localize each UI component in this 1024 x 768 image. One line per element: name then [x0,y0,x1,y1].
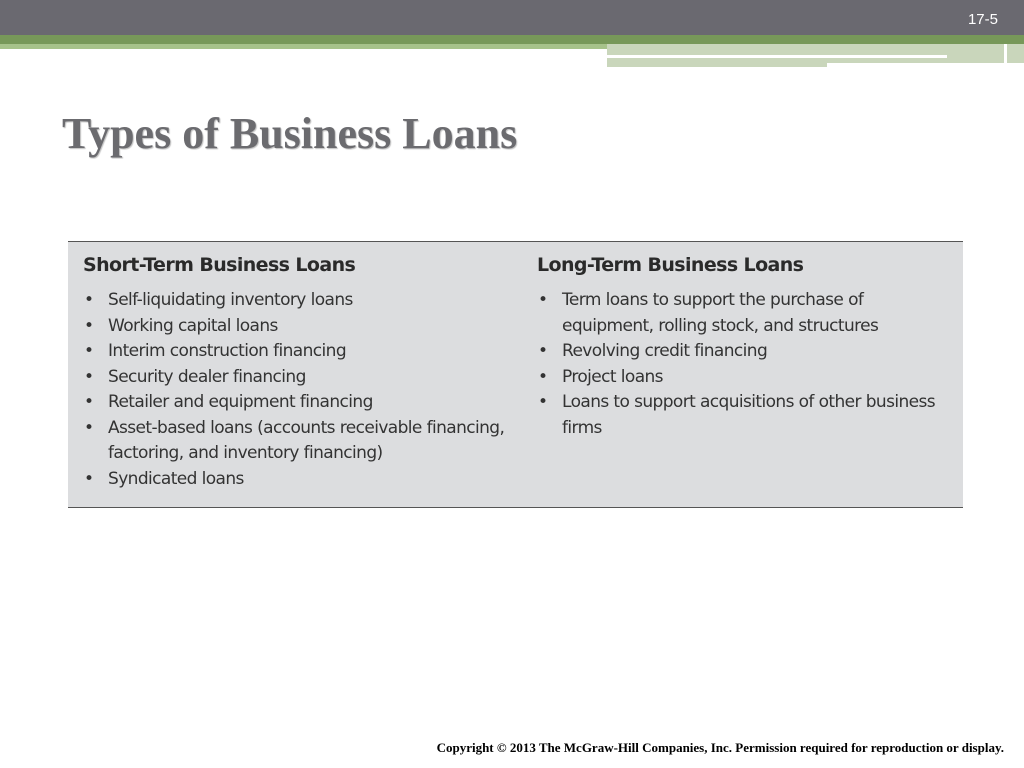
header-accent-band [0,35,1024,44]
list-item-text: Asset-based loans (accounts receivable financing, factoring, and inventory financing) [108,417,505,463]
header-accent-stripe [0,44,607,49]
list-item-text: Interim construction financing [108,341,347,361]
list-item [537,339,947,365]
list-item-text: Self-liquidating inventory loans [108,290,353,310]
list-item-text: Term loans to support the purchase of equipment, rolling stock, and structures [562,290,879,336]
short-term-list [83,288,523,492]
decoration-line [1004,44,1007,67]
list-item-text: Revolving credit financing [562,341,768,361]
bullet-icon: • [84,417,94,438]
slide-number: 17-5 [967,11,998,28]
decoration-line [827,63,1024,67]
list-item [537,365,947,391]
bullet-icon: • [538,366,548,387]
list-item [83,314,523,340]
bullet-icon: • [84,392,94,412]
long-term-column [537,252,947,441]
bullet-icon: • [84,468,94,489]
list-item [83,467,523,493]
long-term-list [537,288,947,441]
copyright-footer: Copyright © 2013 The McGraw-Hill Companies, Inc. Permission required for reproduction or display. [436,740,1004,755]
loan-types-table [68,241,963,508]
short-term-heading: Short-Term Business Loans [83,254,356,276]
list-item [83,288,523,314]
header-bar [0,0,1024,35]
header-decoration [607,44,1024,67]
list-item-text: Security dealer financing [108,366,306,387]
list-item-text: Syndicated loans [108,468,244,489]
decoration-line [607,55,947,58]
list-item [537,390,947,441]
list-item-text: Project loans [562,366,663,387]
list-item-text: Retailer and equipment financing [108,392,373,412]
bullet-icon: • [538,290,548,310]
bullet-icon: • [84,315,94,336]
bullet-icon: • [538,341,548,361]
list-item-text: Working capital loans [108,315,278,336]
list-item [83,390,523,416]
list-item-text: Loans to support acquisitions of other business firms [562,392,936,438]
bullet-icon: • [84,341,94,361]
short-term-column [83,252,523,492]
long-term-heading: Long-Term Business Loans [537,254,804,276]
list-item [537,288,947,339]
list-item [83,365,523,391]
bullet-icon: • [84,290,94,310]
bullet-icon: • [538,392,548,412]
list-item [83,416,523,467]
bullet-icon: • [84,366,94,387]
list-item [83,339,523,365]
slide-title: Types of Business Loans [62,109,518,158]
